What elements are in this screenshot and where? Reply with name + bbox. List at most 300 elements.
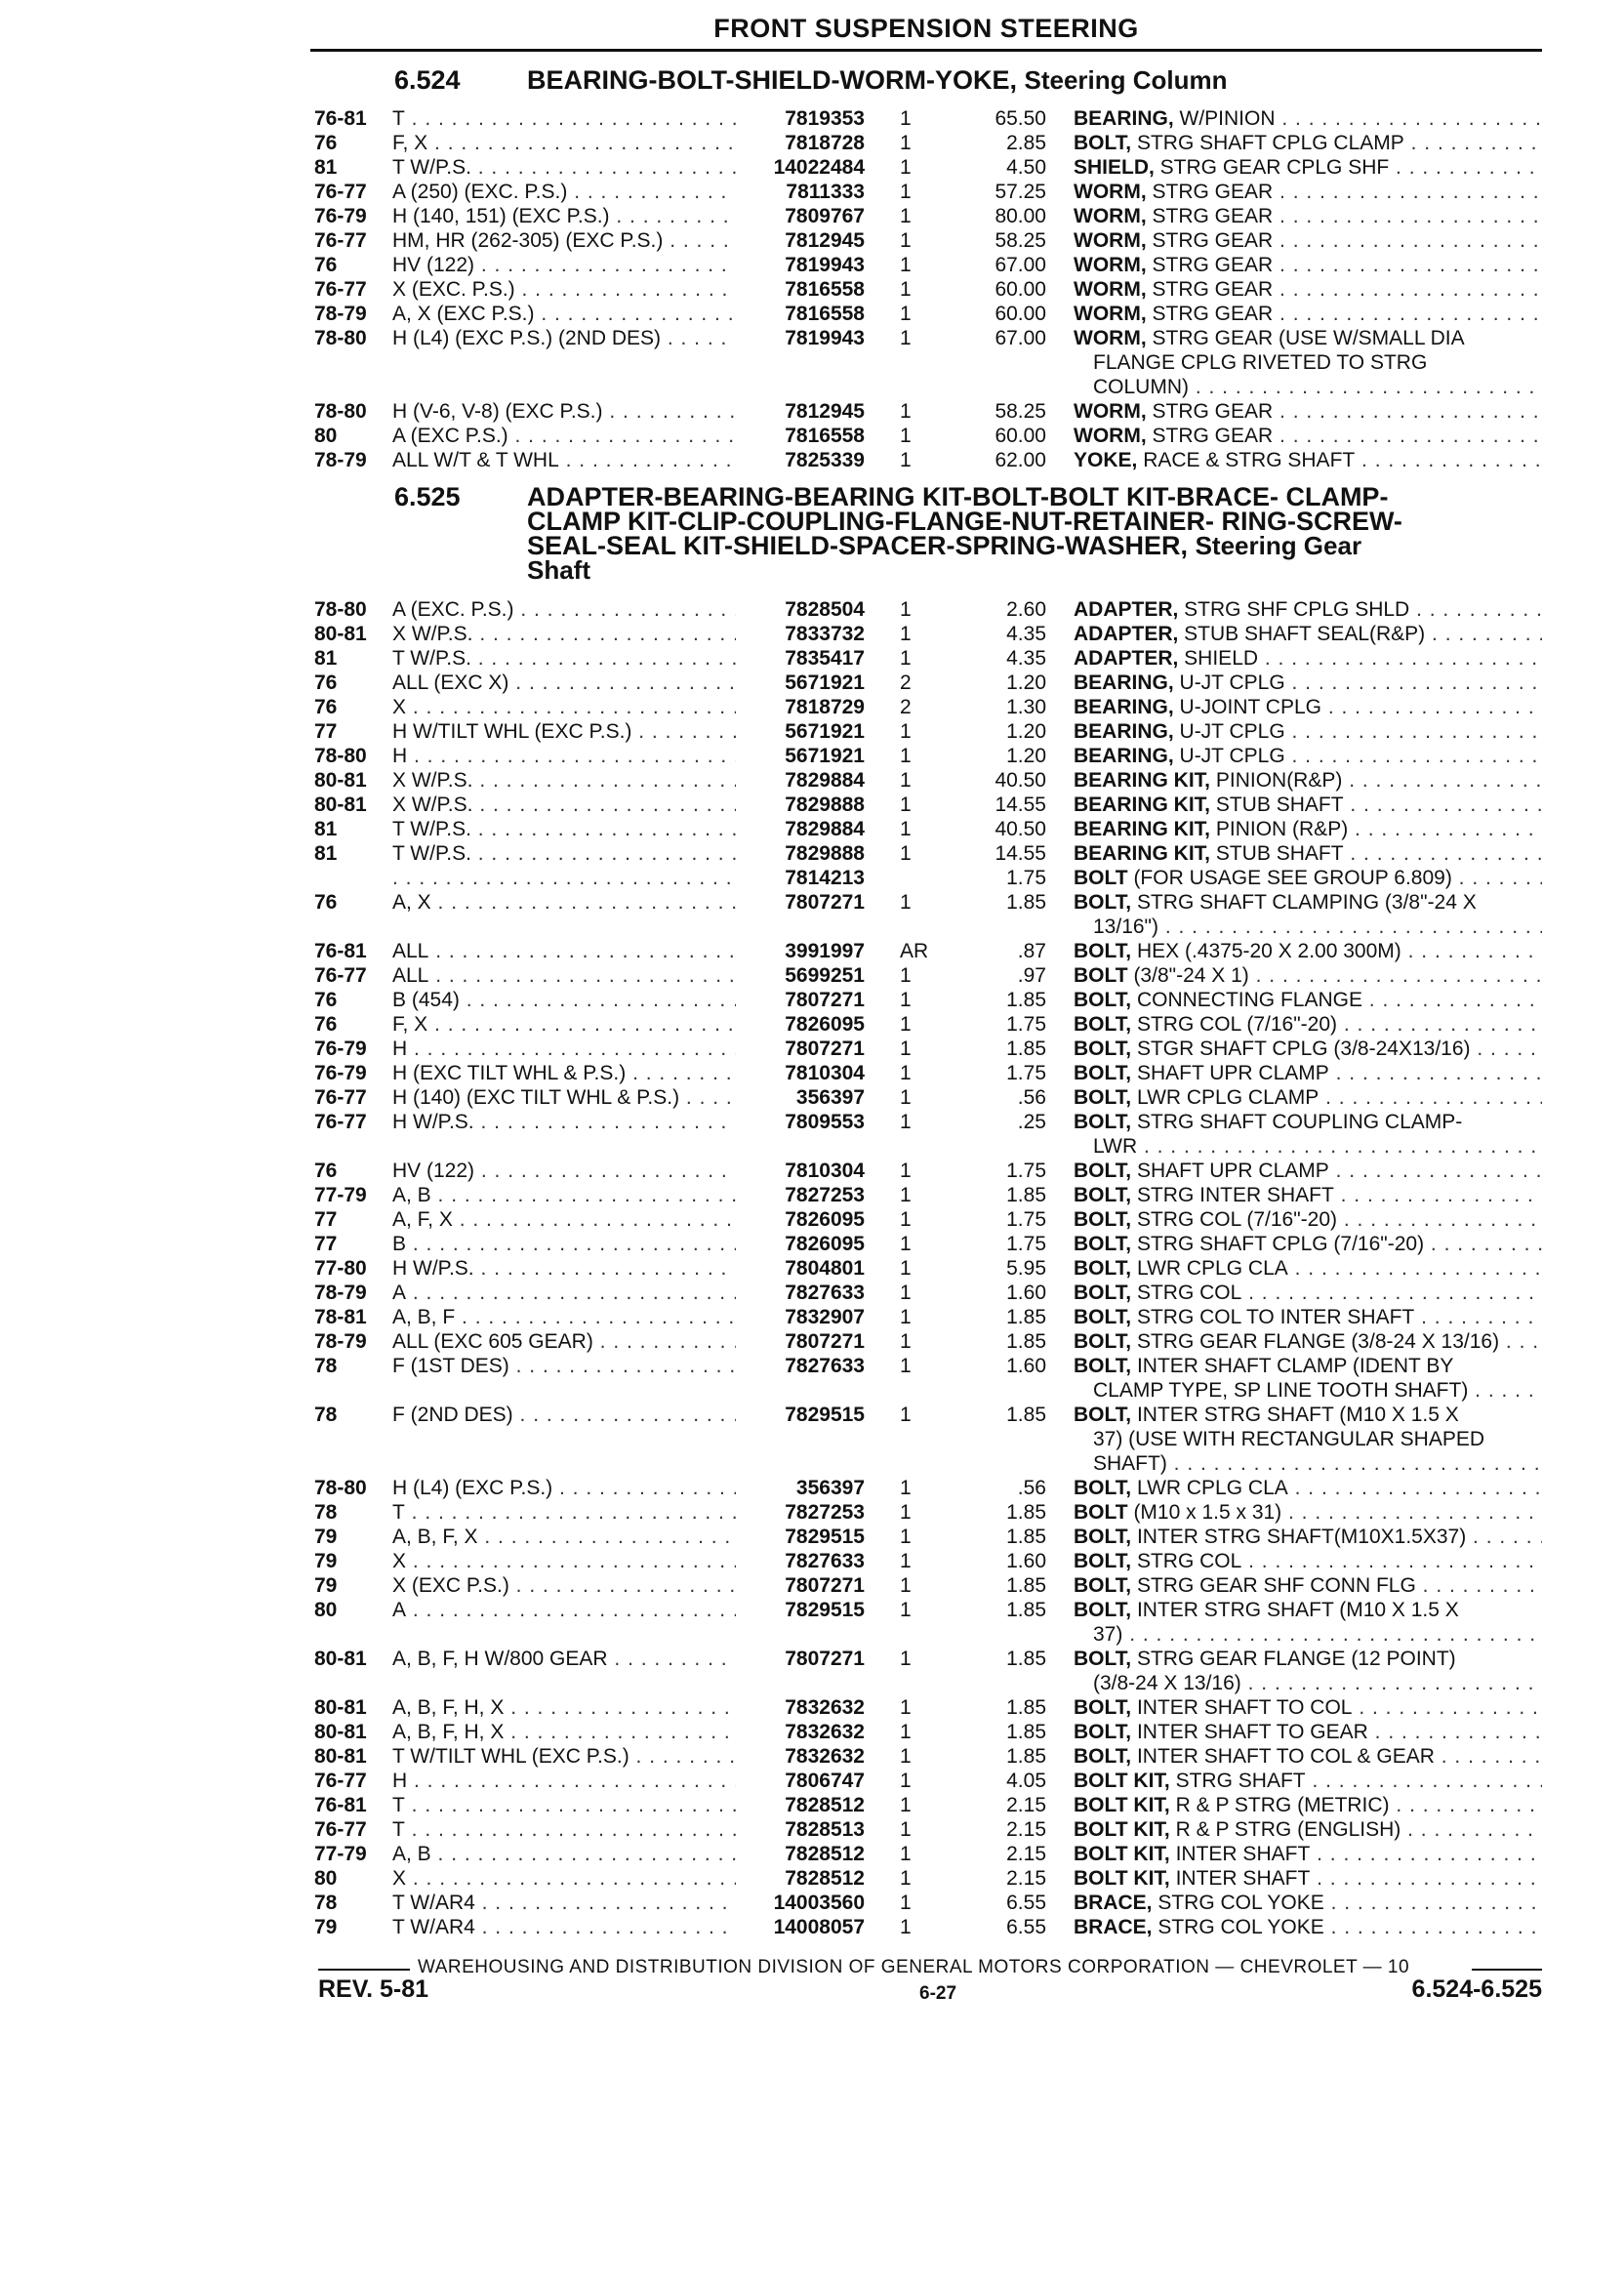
description-text: STRG GEAR FLANGE (3/8-24 X 13/16) — [1131, 1330, 1500, 1353]
quantity-cell: 1 — [900, 205, 912, 227]
price-cell: 2.15 — [1006, 1867, 1046, 1890]
description-cell — [1074, 672, 1542, 695]
model-cell: H . . . — [392, 1038, 736, 1061]
year-cell: 78-80 — [314, 598, 367, 621]
quantity-cell: 1 — [900, 818, 912, 840]
table-row — [0, 1184, 1624, 1207]
description-cell — [1074, 1843, 1542, 1866]
description-cell — [1074, 1818, 1542, 1842]
price-cell: 60.00 — [995, 303, 1046, 325]
table-row — [0, 1770, 1624, 1793]
description-cell — [1074, 1330, 1542, 1354]
price-cell: 1.20 — [1006, 745, 1046, 767]
part-number-cell: 7829515 — [785, 1526, 865, 1548]
description-cell — [1074, 1892, 1542, 1915]
year-cell: 77 — [314, 1208, 338, 1231]
table-row — [0, 1257, 1624, 1281]
year-cell: 79 — [314, 1526, 338, 1548]
revision-label: REV. 5-81 — [318, 1975, 429, 2003]
part-number-cell: 7832632 — [785, 1721, 865, 1743]
description-cell — [1074, 1086, 1542, 1110]
description-keyword: ADAPTER, — [1074, 623, 1179, 645]
table-row — [0, 449, 1624, 472]
description-cell — [1074, 1550, 1542, 1573]
description-keyword: BEARING, — [1074, 696, 1174, 718]
part-number-cell: 7819943 — [785, 327, 865, 349]
part-number-cell: 7807271 — [785, 1574, 865, 1597]
year-cell: 76-77 — [314, 229, 367, 252]
description-keyword: BOLT, — [1074, 1574, 1132, 1597]
description-text: R & P STRG (METRIC) — [1169, 1794, 1390, 1816]
model-cell: T W/TILT WHL (EXC P.S.) . . . — [392, 1745, 736, 1769]
model-cell: ALL W/T & T WHL . . . — [392, 449, 736, 472]
quantity-cell: 1 — [900, 1257, 912, 1280]
description-continuation: (3/8-24 X 13/16) . . . — [1093, 1672, 1542, 1695]
quantity-cell: 1 — [900, 1648, 912, 1670]
description-continuation: CLAMP TYPE, SP LINE TOOTH SHAFT) . . . — [1093, 1379, 1542, 1403]
table-row — [0, 672, 1624, 695]
model-cell: X . . . — [392, 1867, 736, 1891]
part-number-cell: 5671921 — [785, 745, 865, 767]
description-keyword: SHIELD, — [1074, 156, 1155, 179]
year-cell: 79 — [314, 1916, 338, 1938]
description-text: STRG SHAFT CLAMPING (3/8"-24 X — [1131, 891, 1477, 914]
description-cell — [1074, 181, 1542, 204]
footer-division: WAREHOUSING AND DISTRIBUTION DIVISION OF GENERAL MOTORS CORPORATION — CHEVROLET — 10 — [418, 1957, 1410, 1977]
part-number-cell: 7818729 — [785, 696, 865, 718]
table-row — [0, 1013, 1624, 1037]
quantity-cell: 1 — [900, 156, 912, 179]
description-keyword: BOLT, — [1074, 1648, 1132, 1670]
description-cell — [1074, 598, 1542, 622]
model-cell: ALL (EXC X) . . . — [392, 672, 736, 695]
description-cell — [1074, 425, 1542, 448]
description-text: STRG GEAR CPLG SHF — [1154, 156, 1390, 179]
model-cell: A, X (EXC P.S.) . . . — [392, 303, 736, 326]
model-cell: X W/P.S. . . . — [392, 769, 736, 793]
quantity-cell: 1 — [900, 1550, 912, 1572]
description-text: STUB SHAFT SEAL(R&P) — [1178, 623, 1426, 645]
part-number-cell: 7828512 — [785, 1794, 865, 1816]
description-cell — [1074, 254, 1542, 277]
description-continuation: SHAFT) . . . — [1093, 1452, 1542, 1476]
description-cell — [1074, 1574, 1542, 1598]
section-title-tail: Steering Column — [1024, 65, 1228, 95]
description-keyword: BOLT, — [1074, 1696, 1132, 1719]
table-row — [0, 425, 1624, 448]
description-text: INTER STRG SHAFT (M10 X 1.5 X — [1131, 1404, 1459, 1426]
description-text: INTER SHAFT TO COL & GEAR — [1131, 1745, 1435, 1768]
model-cell: H (EXC TILT WHL & P.S.) . . . — [392, 1062, 736, 1085]
part-number-cell: 7819943 — [785, 254, 865, 276]
model-cell: A, F, X . . . — [392, 1208, 736, 1232]
description-cell — [1074, 1208, 1542, 1232]
description-keyword: WORM, — [1074, 425, 1147, 447]
model-cell: T . . . — [392, 1794, 736, 1817]
price-cell: 4.50 — [1006, 156, 1046, 179]
model-cell: T . . . — [392, 1501, 736, 1525]
description-text: STRG GEAR — [1146, 400, 1274, 423]
footer-rule-right — [1472, 1969, 1542, 1971]
year-cell: 78-80 — [314, 327, 367, 349]
description-cell — [1074, 1013, 1542, 1037]
year-cell: 76 — [314, 132, 338, 154]
quantity-cell: AR — [900, 940, 929, 962]
description-keyword: BOLT, — [1074, 1526, 1132, 1548]
table-row — [0, 1355, 1624, 1378]
year-cell: 77 — [314, 720, 338, 743]
year-cell: 76-77 — [314, 1770, 367, 1792]
year-cell: 78 — [314, 1404, 338, 1426]
quantity-cell: 1 — [900, 989, 912, 1011]
description-cell — [1074, 720, 1542, 744]
price-cell: 1.85 — [1006, 1745, 1046, 1768]
quantity-cell: 1 — [900, 1794, 912, 1816]
table-row — [0, 1892, 1624, 1915]
price-cell: 1.85 — [1006, 1721, 1046, 1743]
year-cell: 76 — [314, 891, 338, 914]
table-row — [0, 769, 1624, 793]
model-cell: A . . . — [392, 1282, 736, 1305]
description-text: (FOR USAGE SEE GROUP 6.809) — [1127, 867, 1452, 889]
page-number: 6-27 — [919, 1983, 957, 2004]
part-number-cell: 7827633 — [785, 1550, 865, 1572]
quantity-cell: 1 — [900, 647, 912, 670]
price-cell: 58.25 — [995, 229, 1046, 252]
part-number-cell: 3991997 — [785, 940, 865, 962]
year-cell: 81 — [314, 647, 338, 670]
description-keyword: BOLT, — [1074, 1306, 1132, 1328]
table-row — [0, 598, 1624, 622]
description-cell — [1074, 1501, 1542, 1525]
model-cell: H (140) (EXC TILT WHL & P.S.) . . . — [392, 1086, 736, 1110]
part-number-cell: 7807271 — [785, 891, 865, 914]
description-cell — [1074, 327, 1542, 350]
year-cell: 79 — [314, 1574, 338, 1597]
quantity-cell: 1 — [900, 1574, 912, 1597]
description-continuation: LWR . . . — [1093, 1135, 1542, 1159]
description-text: STRG GEAR — [1146, 278, 1274, 301]
description-text: INTER SHAFT — [1169, 1843, 1311, 1865]
description-text: RACE & STRG SHAFT — [1137, 449, 1356, 471]
quantity-cell: 1 — [900, 720, 912, 743]
model-cell: A (EXC. P.S.) . . . — [392, 598, 736, 622]
price-cell: 1.60 — [1006, 1550, 1046, 1572]
price-cell: 4.35 — [1006, 647, 1046, 670]
description-keyword: BOLT, — [1074, 1257, 1132, 1280]
description-keyword: BOLT KIT, — [1074, 1843, 1170, 1865]
table-row — [0, 1526, 1624, 1549]
description-cell — [1074, 842, 1542, 866]
price-cell: 67.00 — [995, 254, 1046, 276]
description-text: LWR CPLG CLAMP — [1131, 1086, 1320, 1109]
part-number-cell: 7826095 — [785, 1208, 865, 1231]
quantity-cell: 1 — [900, 1501, 912, 1524]
quantity-cell: 1 — [900, 400, 912, 423]
quantity-cell: 1 — [900, 1086, 912, 1109]
price-cell: 65.50 — [995, 107, 1046, 130]
description-text: SHAFT UPR CLAMP — [1131, 1062, 1329, 1084]
description-text: (3/8"-24 X 1) — [1127, 964, 1249, 987]
part-number-cell: 5671921 — [785, 720, 865, 743]
model-cell: H (L4) (EXC P.S.) . . . — [392, 1477, 736, 1500]
description-keyword: BOLT, — [1074, 1013, 1132, 1036]
description-text: STRG GEAR — [1146, 254, 1274, 276]
model-cell: H W/P.S. . . . — [392, 1257, 736, 1281]
price-cell: 1.75 — [1006, 1208, 1046, 1231]
description-cell — [1074, 891, 1542, 915]
description-text: STRG COL TO INTER SHAFT — [1131, 1306, 1415, 1328]
description-text: LWR CPLG CLA — [1131, 1477, 1288, 1499]
description-keyword: BOLT, — [1074, 1477, 1132, 1499]
quantity-cell: 1 — [900, 303, 912, 325]
model-cell: A, B, F, H, X . . . — [392, 1721, 736, 1744]
description-text: STRG COL — [1131, 1550, 1242, 1572]
description-cell — [1074, 769, 1542, 793]
description-keyword: BOLT, — [1074, 1599, 1132, 1621]
quantity-cell: 1 — [900, 794, 912, 816]
part-number-cell: 7814213 — [785, 867, 865, 889]
price-cell: 80.00 — [995, 205, 1046, 227]
description-text: LWR CPLG CLA — [1131, 1257, 1288, 1280]
description-continuation: FLANGE CPLG RIVETED TO STRG — [1093, 351, 1428, 374]
quantity-cell: 1 — [900, 1111, 912, 1133]
description-text: STRG GEAR — [1146, 205, 1274, 227]
year-cell: 81 — [314, 818, 338, 840]
model-cell: H . . . — [392, 1770, 736, 1793]
year-cell: 80 — [314, 1599, 338, 1621]
description-text: STRG COL YOKE — [1152, 1892, 1324, 1914]
description-keyword: YOKE, — [1074, 449, 1138, 471]
description-cell — [1074, 794, 1542, 817]
quantity-cell: 1 — [900, 1892, 912, 1914]
year-cell: 78 — [314, 1355, 338, 1377]
quantity-cell: 1 — [900, 181, 912, 203]
description-cell — [1074, 1648, 1542, 1671]
description-text: HEX (.4375-20 X 2.00 300M) — [1131, 940, 1401, 962]
year-cell: 80-81 — [314, 1745, 367, 1768]
year-cell: 80-81 — [314, 794, 367, 816]
part-number-cell: 7828512 — [785, 1867, 865, 1890]
description-text: SHAFT UPR CLAMP — [1131, 1160, 1329, 1182]
description-text: STUB SHAFT — [1210, 842, 1344, 865]
description-keyword: BOLT — [1074, 867, 1128, 889]
table-row — [0, 1818, 1624, 1842]
quantity-cell: 1 — [900, 842, 912, 865]
description-keyword: BOLT, — [1074, 1111, 1132, 1133]
part-number-cell: 7829888 — [785, 794, 865, 816]
part-number-cell: 7806747 — [785, 1770, 865, 1792]
quantity-cell: 1 — [900, 1306, 912, 1328]
table-row — [0, 205, 1624, 228]
description-text: STRG COL — [1131, 1282, 1242, 1304]
description-cell — [1074, 107, 1542, 131]
description-cell — [1074, 647, 1542, 671]
description-keyword: BOLT, — [1074, 989, 1132, 1011]
table-row — [0, 720, 1624, 744]
price-cell: 58.25 — [995, 400, 1046, 423]
description-keyword: ADAPTER, — [1074, 647, 1179, 670]
table-row — [0, 229, 1624, 253]
table-row — [0, 794, 1624, 817]
section-title — [527, 65, 1542, 95]
year-cell: 76-81 — [314, 1794, 367, 1816]
table-row — [0, 1916, 1624, 1939]
description-text: STRG GEAR (USE W/SMALL DIA — [1146, 327, 1465, 349]
year-cell: 76 — [314, 672, 338, 694]
year-cell: 78-79 — [314, 1282, 367, 1304]
quantity-cell: 1 — [900, 449, 912, 471]
table-row — [0, 1550, 1624, 1573]
part-number-cell: 7816558 — [785, 278, 865, 301]
table-row — [0, 1038, 1624, 1061]
price-cell: 2.60 — [1006, 598, 1046, 621]
quantity-cell: 1 — [900, 1013, 912, 1036]
quantity-cell: 1 — [900, 132, 912, 154]
year-cell: 77 — [314, 1233, 338, 1255]
quantity-cell: 1 — [900, 1233, 912, 1255]
price-cell: 1.75 — [1006, 867, 1046, 889]
description-cell — [1074, 1916, 1542, 1939]
description-text: INTER SHAFT CLAMP (IDENT BY — [1131, 1355, 1454, 1377]
quantity-cell: 1 — [900, 1721, 912, 1743]
description-text: INTER SHAFT TO GEAR — [1131, 1721, 1368, 1743]
description-cell — [1074, 696, 1542, 719]
quantity-cell: 1 — [900, 327, 912, 349]
table-row — [0, 745, 1624, 768]
part-number-cell: 7819353 — [785, 107, 865, 130]
part-number-cell: 356397 — [795, 1477, 865, 1499]
description-keyword: BOLT, — [1074, 1086, 1132, 1109]
description-keyword: BOLT, — [1074, 1282, 1132, 1304]
price-cell: 62.00 — [995, 449, 1046, 471]
year-cell: 78-80 — [314, 400, 367, 423]
description-keyword: BOLT KIT, — [1074, 1770, 1170, 1792]
description-cell — [1074, 1355, 1542, 1378]
model-cell: F, X . . . — [392, 132, 736, 155]
description-text: U-JOINT CPLG — [1173, 696, 1321, 718]
description-cell — [1074, 1306, 1542, 1329]
table-row — [0, 989, 1624, 1012]
part-number-cell: 7829884 — [785, 769, 865, 792]
footer-rule-left — [318, 1969, 410, 1971]
quantity-cell: 1 — [900, 1843, 912, 1865]
description-text: STRG COL (7/16"-20) — [1131, 1013, 1338, 1036]
part-number-cell: 7811333 — [786, 181, 865, 203]
model-cell: A, B, F, X . . . — [392, 1526, 736, 1549]
description-keyword: BOLT, — [1074, 132, 1132, 154]
price-cell: 1.85 — [1006, 1404, 1046, 1426]
price-cell: 1.75 — [1006, 1062, 1046, 1084]
model-cell: A, B, F . . . — [392, 1306, 736, 1329]
year-cell: 80 — [314, 425, 338, 447]
description-continuation: 37) . . . — [1093, 1623, 1542, 1647]
price-cell: 40.50 — [995, 818, 1046, 840]
part-number-cell: 7835417 — [785, 647, 865, 670]
table-row — [0, 1696, 1624, 1720]
year-cell: 81 — [314, 842, 338, 865]
part-number-cell: 7826095 — [785, 1233, 865, 1255]
model-cell: F, X . . . — [392, 1013, 736, 1037]
table-row — [0, 1477, 1624, 1500]
year-cell: 78-79 — [314, 1330, 367, 1353]
price-cell: 40.50 — [995, 769, 1046, 792]
description-cell — [1074, 623, 1542, 646]
price-cell: 1.85 — [1006, 1306, 1046, 1328]
description-cell — [1074, 400, 1542, 424]
part-number-cell: 7818728 — [785, 132, 865, 154]
description-text: STRG GEAR FLANGE (12 POINT) — [1131, 1648, 1456, 1670]
price-cell: 1.85 — [1006, 1648, 1046, 1670]
model-cell: X (EXC. P.S.) . . . — [392, 278, 736, 302]
price-cell: 5.95 — [1006, 1257, 1046, 1280]
quantity-cell: 1 — [900, 1916, 912, 1938]
part-number-cell: 7827253 — [785, 1501, 865, 1524]
description-keyword: BOLT, — [1074, 1160, 1132, 1182]
section-range: 6.524-6.525 — [1411, 1975, 1542, 2003]
description-text: STRG GEAR — [1146, 229, 1274, 252]
description-text: U-JT CPLG — [1173, 745, 1285, 767]
description-keyword: BOLT — [1074, 1501, 1128, 1524]
model-cell: T W/AR4 . . . — [392, 1916, 736, 1939]
description-keyword: WORM, — [1074, 400, 1147, 423]
model-cell: X . . . — [392, 696, 736, 719]
quantity-cell: 1 — [900, 1282, 912, 1304]
year-cell: 78-79 — [314, 449, 367, 471]
description-cell — [1074, 1721, 1542, 1744]
description-cell — [1074, 1794, 1542, 1817]
year-cell: 76 — [314, 696, 338, 718]
price-cell: 1.60 — [1006, 1355, 1046, 1377]
description-cell — [1074, 132, 1542, 155]
table-row — [0, 1599, 1624, 1622]
price-cell: 1.85 — [1006, 1574, 1046, 1597]
table-row — [0, 940, 1624, 963]
description-keyword: BRACE, — [1074, 1916, 1153, 1938]
model-cell: T . . . — [392, 107, 736, 131]
part-number-cell: 7827253 — [785, 1184, 865, 1206]
table-row — [0, 1208, 1624, 1232]
model-cell: A (EXC P.S.) . . . — [392, 425, 736, 448]
description-text: U-JT CPLG — [1173, 672, 1285, 694]
quantity-cell: 1 — [900, 1330, 912, 1353]
description-keyword: BEARING, — [1074, 107, 1174, 130]
price-cell: 67.00 — [995, 327, 1046, 349]
table-row — [0, 1794, 1624, 1817]
part-number-cell: 5671921 — [785, 672, 865, 694]
table-row — [0, 1233, 1624, 1256]
year-cell: 76-77 — [314, 278, 367, 301]
table-row — [0, 400, 1624, 424]
quantity-cell: 2 — [900, 696, 912, 718]
description-keyword: BOLT, — [1074, 1550, 1132, 1572]
quantity-cell: 1 — [900, 1184, 912, 1206]
description-text: STGR SHAFT CPLG (3/8-24X13/16) — [1131, 1038, 1471, 1060]
description-cell — [1074, 818, 1542, 841]
quantity-cell: 1 — [900, 1208, 912, 1231]
part-number-cell: 7833732 — [785, 623, 865, 645]
table-row — [0, 303, 1624, 326]
model-cell: B (454) . . . — [392, 989, 736, 1012]
part-number-cell: 7809767 — [785, 205, 865, 227]
description-continuation: COLUMN) . . . — [1093, 376, 1542, 399]
table-row — [0, 254, 1624, 277]
part-number-cell: 7828504 — [785, 598, 865, 621]
price-cell: 57.25 — [995, 181, 1046, 203]
model-cell: X W/P.S. . . . — [392, 623, 736, 646]
description-keyword: BOLT, — [1074, 1330, 1132, 1353]
table-row — [0, 1282, 1624, 1305]
